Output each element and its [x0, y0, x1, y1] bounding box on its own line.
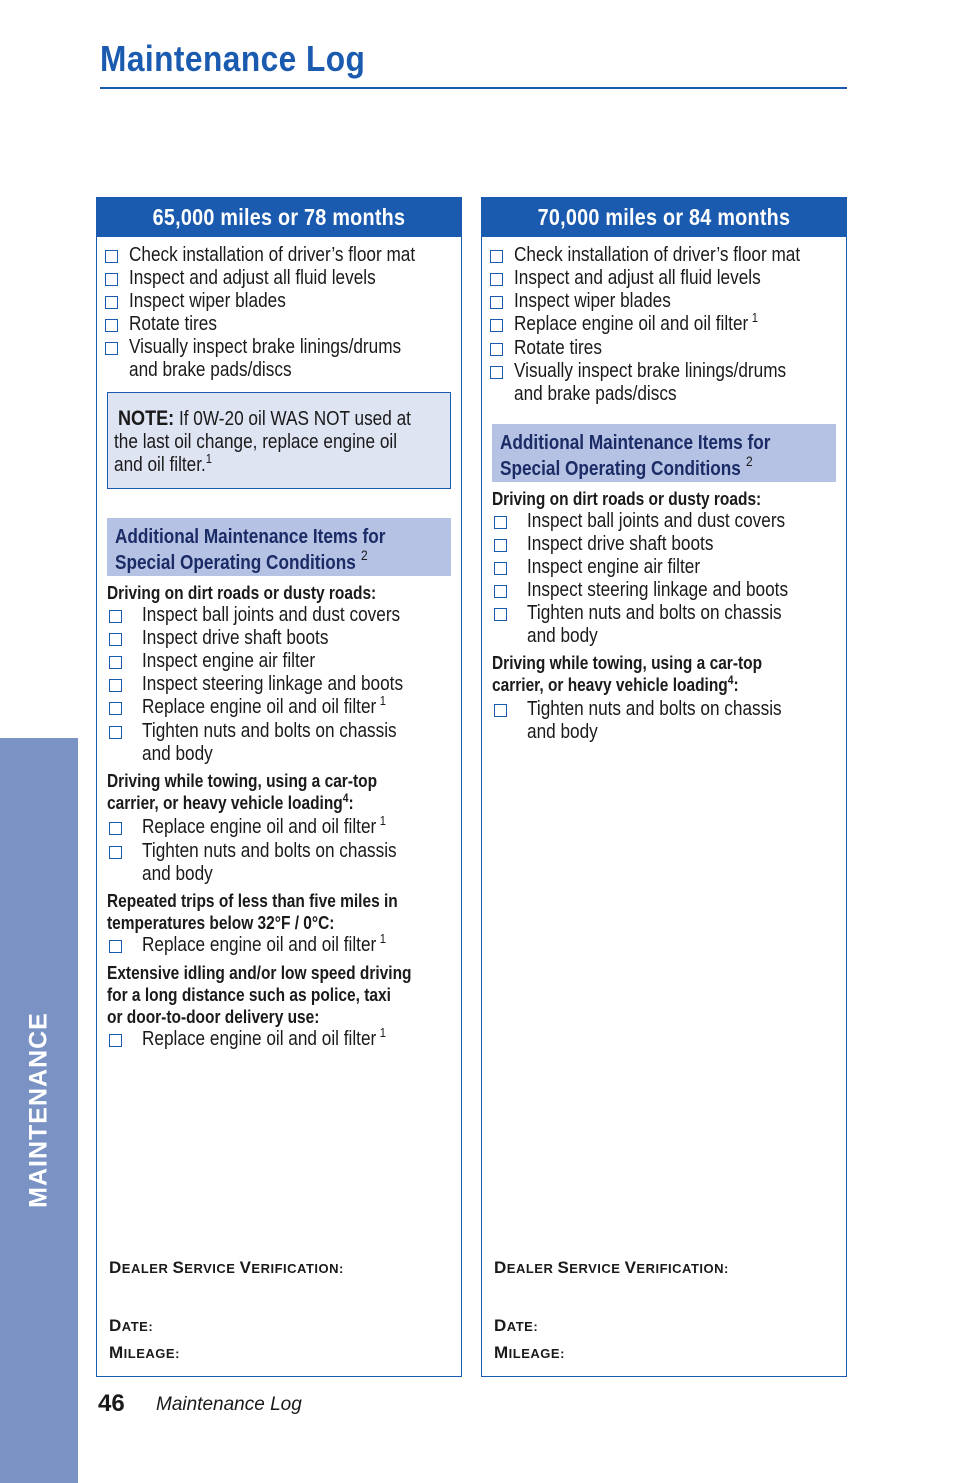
- short-trips-heading: Repeated trips of less than five miles in temperatures below 32°F / 0°C:: [107, 891, 398, 933]
- checkbox[interactable]: [490, 250, 503, 263]
- checkbox[interactable]: [494, 608, 507, 621]
- checkbox[interactable]: [105, 342, 118, 355]
- checkbox[interactable]: [490, 343, 503, 356]
- checklist-item: Inspect and adjust all fluid levels: [97, 267, 461, 290]
- dirt-roads-heading: Driving on dirt roads or dusty roads:: [492, 489, 762, 509]
- note-label: NOTE:: [118, 407, 175, 430]
- checkbox[interactable]: [494, 516, 507, 529]
- towing-checklist: [97, 813, 461, 886]
- towing-heading: Driving while towing, using a car-top carrier, or heavy vehicle loading$^4$:: [107, 771, 378, 813]
- panel-65000-miles: [96, 197, 462, 1377]
- checklist-item: Tighten nuts and bolts on chassis and body: [97, 720, 461, 766]
- short-trips-checklist: [97, 931, 461, 958]
- main-checklist: [482, 244, 846, 406]
- checklist-item: Tighten nuts and bolts on chassis and body: [482, 698, 846, 744]
- checklist-item: Visually inspect brake linings/drums and brake pads/discs: [97, 336, 461, 382]
- towing-checklist: [482, 698, 846, 744]
- title-rule: [100, 87, 847, 89]
- checklist-item: Inspect drive shaft boots: [482, 533, 846, 556]
- main-checklist: [97, 244, 461, 382]
- checkbox[interactable]: [105, 319, 118, 332]
- checklist-item: Tighten nuts and bolts on chassis and body: [97, 840, 461, 886]
- dirt-roads-checklist: [97, 604, 461, 766]
- checkbox[interactable]: [494, 539, 507, 552]
- dirt-roads-checklist: [482, 510, 846, 648]
- checklist-item: Inspect steering linkage and boots: [97, 673, 461, 696]
- checklist-item: Inspect wiper blades: [482, 290, 846, 313]
- checkbox[interactable]: [109, 679, 122, 692]
- checkbox[interactable]: [109, 656, 122, 669]
- checkbox[interactable]: [109, 610, 122, 623]
- note-box: NOTE: If 0W-20 oil WAS NOT used at the last oil change, replace engine oil and oil filter.$^1$: [107, 392, 451, 489]
- towing-heading: Driving while towing, using a car-top carrier, or heavy vehicle loading$^4$:: [492, 653, 763, 695]
- page-title: Maintenance Log: [100, 38, 366, 79]
- checklist-item: Replace engine oil and oil filter $^1$: [97, 1028, 461, 1052]
- checklist-item: Tighten nuts and bolts on chassis and body: [482, 602, 846, 648]
- checkbox[interactable]: [494, 562, 507, 575]
- checklist-item: Rotate tires: [97, 313, 461, 336]
- checklist-item: Replace engine oil and oil filter $^1$: [97, 934, 461, 958]
- checklist-item: Inspect drive shaft boots: [97, 627, 461, 650]
- page-number: 46: [98, 1390, 125, 1417]
- checklist-item: Check installation of driver’s floor mat: [482, 244, 846, 267]
- panel-70000-miles: [481, 197, 847, 1377]
- checklist-item: Inspect ball joints and dust covers: [97, 604, 461, 627]
- checkbox[interactable]: [490, 273, 503, 286]
- checkbox[interactable]: [494, 704, 507, 717]
- footer-title: Maintenance Log: [156, 1394, 302, 1415]
- sidebar-label: MAINTENANCE: [24, 1012, 53, 1208]
- date-label: DATE:: [494, 1316, 539, 1335]
- checkbox[interactable]: [490, 296, 503, 309]
- checkbox[interactable]: [109, 846, 122, 859]
- checkbox[interactable]: [109, 633, 122, 646]
- checklist-item: Replace engine oil and oil filter $^1$: [97, 696, 461, 720]
- checkbox[interactable]: [105, 273, 118, 286]
- checkbox[interactable]: [109, 702, 122, 715]
- checklist-item: Inspect engine air filter: [97, 650, 461, 673]
- date-label: DATE:: [109, 1316, 154, 1335]
- dirt-roads-heading: Driving on dirt roads or dusty roads:: [107, 583, 377, 603]
- checkbox[interactable]: [109, 1034, 122, 1047]
- mileage-label: MILEAGE:: [109, 1343, 180, 1362]
- checkbox[interactable]: [105, 296, 118, 309]
- checkbox[interactable]: [494, 585, 507, 598]
- idling-heading: Extensive idling and/or low speed driving for a long distance such as police, taxi or door-to-door delivery use:: [107, 963, 412, 1027]
- checklist-item: Visually inspect brake linings/drums and brake pads/discs: [482, 360, 846, 406]
- checklist-item: Inspect and adjust all fluid levels: [482, 267, 846, 290]
- special-conditions-box: Additional Maintenance Items for Special Operating Conditions $^2$: [107, 518, 451, 576]
- checklist-item: Check installation of driver’s floor mat: [97, 244, 461, 267]
- panel-header: 70,000 miles or 84 months: [482, 198, 846, 237]
- dealer-verification-label: DEALER SERVICE VERIFICATION:: [494, 1258, 729, 1277]
- checkbox[interactable]: [109, 822, 122, 835]
- checkbox[interactable]: [490, 366, 503, 379]
- checkbox[interactable]: [105, 250, 118, 263]
- checklist-item: Replace engine oil and oil filter $^1$: [482, 313, 846, 337]
- checklist-item: Inspect steering linkage and boots: [482, 579, 846, 602]
- checklist-item: Inspect ball joints and dust covers: [482, 510, 846, 533]
- checklist-item: Inspect engine air filter: [482, 556, 846, 579]
- dealer-verification-label: DEALER SERVICE VERIFICATION:: [109, 1258, 344, 1277]
- idling-checklist: [97, 1025, 461, 1052]
- checkbox[interactable]: [490, 319, 503, 332]
- checkbox[interactable]: [109, 726, 122, 739]
- mileage-label: MILEAGE:: [494, 1343, 565, 1362]
- checklist-item: Replace engine oil and oil filter $^1$: [97, 816, 461, 840]
- checklist-item: Inspect wiper blades: [97, 290, 461, 313]
- panel-header: 65,000 miles or 78 months: [97, 198, 461, 237]
- special-conditions-box: Additional Maintenance Items for Special Operating Conditions $^2$: [492, 424, 836, 482]
- checklist-item: Rotate tires: [482, 337, 846, 360]
- checkbox[interactable]: [109, 940, 122, 953]
